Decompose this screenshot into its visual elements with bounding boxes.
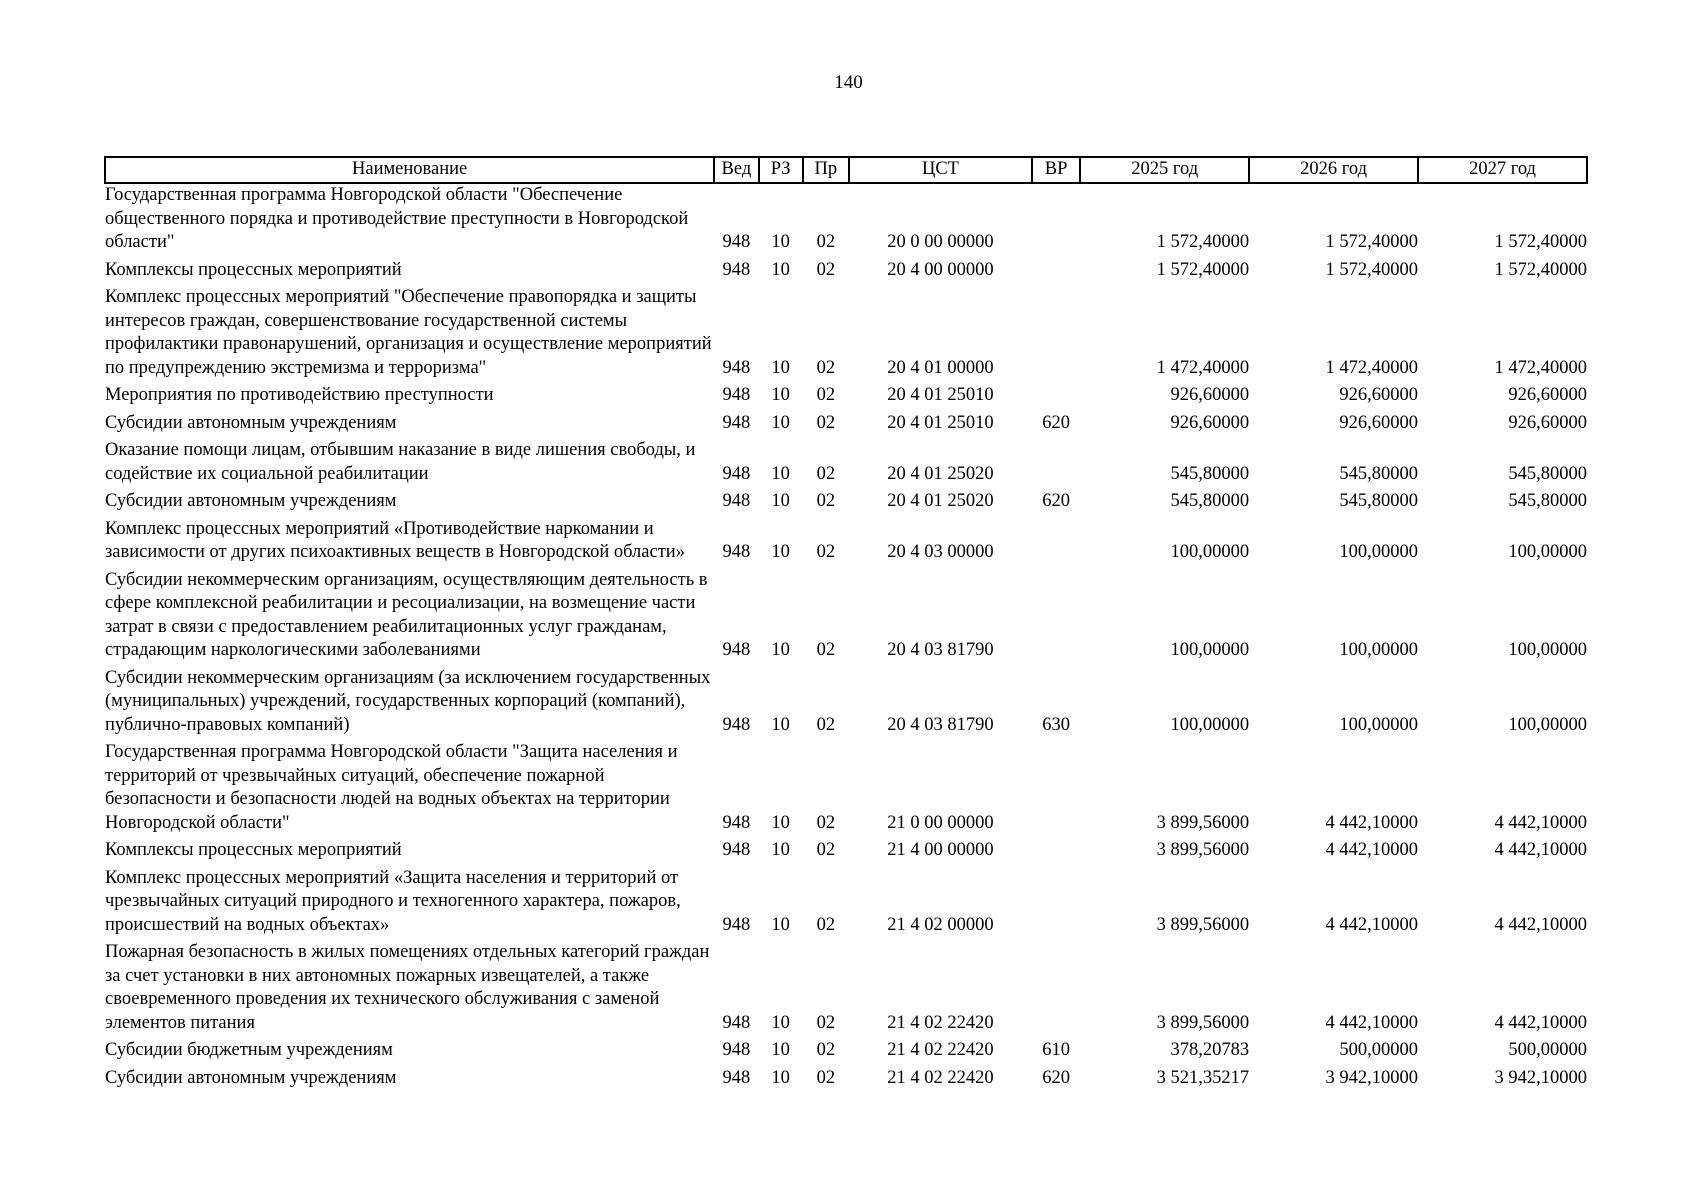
cell-ved: 948 — [722, 1067, 751, 1088]
cell-2026: 100,00000 — [1339, 640, 1419, 660]
cell-name: Комплекс процессных мероприятий "Обеспечение правопорядка и защиты интересов граждан, совершенствование государственной системы профилактики правонарушений, организация и осуществление мероприятий по предупреждению экстремизма и терроризма" — [105, 287, 712, 378]
table-row — [105, 518, 1587, 569]
table-row — [105, 439, 1587, 490]
cell-ved: 948 — [722, 1012, 751, 1033]
cell-rz: 10 — [771, 812, 790, 833]
cell-2026: 100,00000 — [1339, 714, 1419, 735]
cell-ved: 948 — [722, 542, 751, 562]
cell-name: Субсидии автономным учреждениям — [105, 412, 397, 433]
cell-rz: 10 — [771, 542, 790, 562]
cell-2025: 3 899,56000 — [1156, 812, 1250, 833]
cell-pr: 02 — [816, 714, 836, 735]
header-pr: Пр — [803, 157, 849, 183]
cell-2026: 1 572,40000 — [1325, 232, 1419, 252]
cell-pr: 02 — [816, 640, 836, 660]
cell-vr: 630 — [1042, 714, 1070, 735]
cell-vr — [1032, 183, 1080, 259]
header-2026: 2026 год — [1249, 157, 1418, 183]
cell-2027: 4 442,10000 — [1494, 914, 1587, 935]
table-row — [105, 1039, 1587, 1067]
cell-rz: 10 — [771, 840, 790, 860]
cell-vr — [1032, 384, 1080, 412]
table-row — [105, 183, 1587, 259]
cell-2027: 100,00000 — [1508, 714, 1587, 735]
cell-cst: 20 4 01 25010 — [887, 385, 994, 405]
cell-cst: 20 4 03 81790 — [887, 640, 994, 660]
cell-vr: 620 — [1042, 491, 1070, 511]
cell-2026: 3 942,10000 — [1325, 1067, 1419, 1088]
cell-2026: 500,00000 — [1339, 1040, 1419, 1060]
cell-2026: 4 442,10000 — [1325, 840, 1419, 860]
header-2025: 2025 год — [1080, 157, 1249, 183]
cell-2025: 3 899,56000 — [1156, 1012, 1250, 1033]
cell-cst: 20 4 00 00000 — [887, 259, 994, 280]
cell-name: Пожарная безопасность в жилых помещениях отдельных категорий граждан за счет установки в них автономных пожарных извещателей, а также своевременного проведения их технического обслуживания с заменой элементов питания — [105, 942, 710, 1033]
budget-table — [104, 156, 1588, 1094]
table-row — [105, 839, 1587, 867]
header-2027: 2027 год — [1418, 157, 1587, 183]
cell-pr: 02 — [816, 1040, 836, 1060]
cell-vr — [1032, 569, 1080, 667]
cell-ved: 948 — [722, 714, 751, 735]
table-row — [105, 667, 1587, 742]
cell-2026: 100,00000 — [1339, 542, 1419, 562]
cell-name: Комплексы процессных мероприятий — [105, 259, 402, 280]
cell-2026: 926,60000 — [1339, 412, 1419, 433]
cell-2027: 926,60000 — [1508, 412, 1587, 433]
cell-rz: 10 — [771, 1012, 790, 1033]
cell-ved: 948 — [722, 840, 751, 860]
table-row — [105, 259, 1587, 287]
cell-rz: 10 — [771, 714, 790, 735]
cell-pr: 02 — [816, 491, 836, 511]
cell-cst: 21 4 02 22420 — [887, 1012, 994, 1033]
cell-2026: 545,80000 — [1339, 463, 1419, 484]
cell-2025: 545,80000 — [1170, 463, 1250, 484]
cell-name: Субсидии автономным учреждениям — [105, 491, 397, 511]
cell-name: Мероприятия по противодействию преступности — [105, 385, 494, 405]
header-rz: РЗ — [759, 157, 803, 183]
cell-2026: 4 442,10000 — [1325, 914, 1419, 935]
cell-vr — [1032, 518, 1080, 569]
cell-2025: 926,60000 — [1170, 412, 1250, 433]
cell-cst: 20 0 00 00000 — [887, 232, 994, 252]
cell-ved: 948 — [722, 1040, 751, 1060]
table-row — [105, 286, 1587, 384]
table-row — [105, 569, 1587, 667]
cell-2026: 4 442,10000 — [1325, 1012, 1419, 1033]
cell-pr: 02 — [816, 412, 836, 433]
cell-2025: 378,20783 — [1170, 1040, 1250, 1060]
cell-cst: 20 4 01 25020 — [887, 463, 994, 484]
cell-cst: 20 4 03 81790 — [887, 714, 994, 735]
cell-ved: 948 — [722, 357, 751, 378]
cell-pr: 02 — [816, 259, 836, 280]
cell-cst: 21 4 02 22420 — [887, 1040, 994, 1060]
cell-2025: 100,00000 — [1170, 640, 1250, 660]
cell-2026: 1 572,40000 — [1325, 259, 1419, 280]
cell-pr: 02 — [816, 840, 836, 860]
cell-rz: 10 — [771, 1040, 790, 1060]
cell-2026: 1 472,40000 — [1325, 357, 1419, 378]
cell-2027: 100,00000 — [1508, 640, 1587, 660]
cell-pr: 02 — [816, 463, 836, 484]
cell-2027: 100,00000 — [1508, 542, 1587, 562]
cell-pr: 02 — [816, 385, 836, 405]
cell-vr: 610 — [1042, 1040, 1070, 1060]
table-row — [105, 490, 1587, 518]
cell-2027: 4 442,10000 — [1494, 812, 1587, 833]
cell-2025: 3 521,35217 — [1156, 1067, 1250, 1088]
cell-2025: 3 899,56000 — [1156, 840, 1250, 860]
cell-2026: 4 442,10000 — [1325, 812, 1419, 833]
cell-2025: 100,00000 — [1170, 542, 1250, 562]
cell-pr: 02 — [816, 357, 836, 378]
cell-pr: 02 — [816, 914, 836, 935]
cell-ved: 948 — [722, 914, 751, 935]
cell-rz: 10 — [771, 232, 790, 252]
cell-2027: 926,60000 — [1508, 385, 1587, 405]
table-body — [105, 183, 1587, 1094]
table-row — [105, 941, 1587, 1039]
header-ved: Вед — [714, 157, 758, 183]
cell-cst: 20 4 01 00000 — [887, 357, 994, 378]
cell-ved: 948 — [722, 259, 751, 280]
cell-2027: 4 442,10000 — [1494, 1012, 1587, 1033]
table-row — [105, 412, 1587, 440]
cell-2027: 500,00000 — [1508, 1040, 1587, 1060]
cell-2025: 1 572,40000 — [1156, 259, 1250, 280]
cell-cst: 21 4 02 22420 — [887, 1067, 994, 1088]
cell-cst: 20 4 03 00000 — [887, 542, 994, 562]
cell-name: Субсидии некоммерческим организациям, осуществляющим деятельность в сфере комплексной реабилитации и ресоциализации, на возмещение части затрат в связи с предоставлением реабилитационных услуг гражданам, страдающим наркологическими заболеваниями — [105, 569, 708, 660]
cell-rz: 10 — [771, 640, 790, 660]
cell-vr — [1032, 439, 1080, 490]
cell-cst: 21 0 00 00000 — [887, 812, 994, 833]
table-row — [105, 867, 1587, 942]
cell-2025: 1 572,40000 — [1156, 232, 1250, 252]
cell-name: Оказание помощи лицам, отбывшим наказание в виде лишения свободы, и содействие их социальной реабилитации — [105, 440, 696, 484]
cell-rz: 10 — [771, 412, 790, 433]
cell-pr: 02 — [816, 1012, 836, 1033]
cell-cst: 21 4 02 00000 — [887, 914, 994, 935]
table-row — [105, 741, 1587, 839]
cell-ved: 948 — [722, 412, 751, 433]
header-cst: ЦСТ — [849, 157, 1032, 183]
cell-2025: 3 899,56000 — [1156, 914, 1250, 935]
cell-rz: 10 — [771, 357, 790, 378]
cell-2027: 1 572,40000 — [1494, 232, 1587, 252]
cell-name: Субсидии бюджетным учреждениям — [105, 1040, 393, 1060]
cell-2027: 545,80000 — [1508, 463, 1587, 484]
cell-pr: 02 — [816, 232, 836, 252]
cell-2026: 545,80000 — [1339, 491, 1419, 511]
cell-pr: 02 — [816, 1067, 836, 1088]
cell-2025: 100,00000 — [1170, 714, 1250, 735]
cell-vr — [1032, 941, 1080, 1039]
cell-2025: 926,60000 — [1170, 385, 1250, 405]
cell-name: Комплекс процессных мероприятий «Противодействие наркомании и зависимости от других психоактивных веществ в Новгородской области» — [105, 518, 685, 562]
cell-ved: 948 — [722, 463, 751, 484]
cell-2026: 926,60000 — [1339, 385, 1419, 405]
cell-2025: 1 472,40000 — [1156, 357, 1250, 378]
page-number: 140 — [834, 72, 863, 93]
cell-name: Государственная программа Новгородской области "Защита населения и территорий от чрезвычайных ситуаций, обеспечение пожарной безопасности и безопасности людей на водных объектах на территории Новгородской области" — [105, 742, 678, 833]
table-header-row — [105, 157, 1587, 183]
header-name: Наименование — [105, 157, 714, 183]
cell-rz: 10 — [771, 385, 790, 405]
cell-name: Субсидии некоммерческим организациям (за исключением государственных (муниципальных) учреждений, государственных корпораций (компаний), публично-правовых компаний) — [105, 667, 711, 735]
cell-vr — [1032, 867, 1080, 942]
cell-name: Государственная программа Новгородской области "Обеспечение общественного порядка и противодействие преступности в Новгородской области" — [105, 185, 689, 252]
cell-vr — [1032, 259, 1080, 287]
cell-rz: 10 — [771, 1067, 790, 1088]
cell-ved: 948 — [722, 491, 751, 511]
cell-rz: 10 — [771, 914, 790, 935]
header-vr: ВР — [1032, 157, 1080, 183]
cell-name: Комплекс процессных мероприятий «Защита населения и территорий от чрезвычайных ситуаций природного и техногенного характера, пожаров, происшествий на водных объектах» — [105, 867, 681, 935]
cell-ved: 948 — [722, 232, 751, 252]
cell-name: Комплексы процессных мероприятий — [105, 840, 402, 860]
cell-2027: 4 442,10000 — [1494, 840, 1587, 860]
cell-vr: 620 — [1042, 1067, 1070, 1088]
cell-cst: 20 4 01 25020 — [887, 491, 994, 511]
cell-name: Субсидии автономным учреждениям — [105, 1067, 397, 1088]
cell-ved: 948 — [722, 385, 751, 405]
table-row — [105, 1067, 1587, 1095]
cell-ved: 948 — [722, 812, 751, 833]
cell-vr — [1032, 286, 1080, 384]
cell-cst: 21 4 00 00000 — [887, 840, 994, 860]
cell-pr: 02 — [816, 812, 836, 833]
cell-vr — [1032, 839, 1080, 867]
cell-cst: 20 4 01 25010 — [887, 412, 994, 433]
cell-vr: 620 — [1042, 412, 1070, 433]
cell-2027: 545,80000 — [1508, 491, 1587, 511]
cell-vr — [1032, 741, 1080, 839]
cell-2027: 1 472,40000 — [1494, 357, 1587, 378]
cell-2025: 545,80000 — [1170, 491, 1250, 511]
cell-rz: 10 — [771, 259, 790, 280]
cell-rz: 10 — [771, 463, 790, 484]
cell-pr: 02 — [816, 542, 836, 562]
cell-2027: 1 572,40000 — [1494, 259, 1587, 280]
cell-2027: 3 942,10000 — [1494, 1067, 1587, 1088]
cell-rz: 10 — [771, 491, 790, 511]
cell-ved: 948 — [722, 640, 751, 660]
table-row — [105, 384, 1587, 412]
